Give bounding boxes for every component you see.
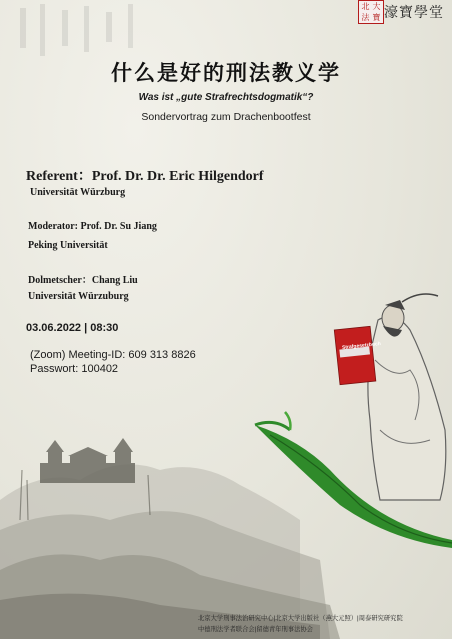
footer-line-1: 北京大学刑事法治研究中心|北京大学出版社（燕大元照）|周泰研究研究院	[198, 615, 403, 622]
book-label: Strafgesetzbuch	[341, 340, 382, 352]
meeting-id: (Zoom) Meeting-ID: 609 313 8826	[30, 349, 196, 361]
translator-line: Dolmetscher：Chang Liu	[28, 275, 138, 286]
seal-char: 大	[372, 2, 381, 11]
hall-name-calligraphy: 濠寶學堂	[384, 5, 444, 21]
translator-affiliation: Universität Würzuburg	[28, 291, 129, 302]
seal-char: 法	[361, 13, 370, 22]
referent-affiliation: Universität Würzburg	[30, 187, 126, 198]
footer-line-2: 中德刑法学者联合会|留德青年刑事法协会	[198, 626, 313, 633]
moderator-affiliation: Peking Universität	[28, 240, 108, 251]
meeting-password: Passwort: 100402	[30, 363, 119, 375]
subtitle: Was ist „gute Strafrechtsdogmatik“?	[138, 92, 314, 103]
referent-line: Referent：Prof. Dr. Dr. Eric Hilgendorf	[26, 169, 264, 184]
meeting-info	[30, 348, 196, 376]
main-title: 什么是好的刑法教义学	[111, 60, 341, 85]
event-datetime: 03.06.2022 | 08:30	[26, 322, 119, 334]
moderator-line: Moderator: Prof. Dr. Su Jiang	[28, 221, 157, 232]
event-name: Sondervortrag zum Drachenbootfest	[141, 111, 311, 123]
seal-char: 北	[361, 2, 370, 11]
red-seal-logo	[358, 0, 384, 24]
seal-char: 寶	[372, 13, 381, 22]
organizers-footer	[198, 613, 448, 635]
